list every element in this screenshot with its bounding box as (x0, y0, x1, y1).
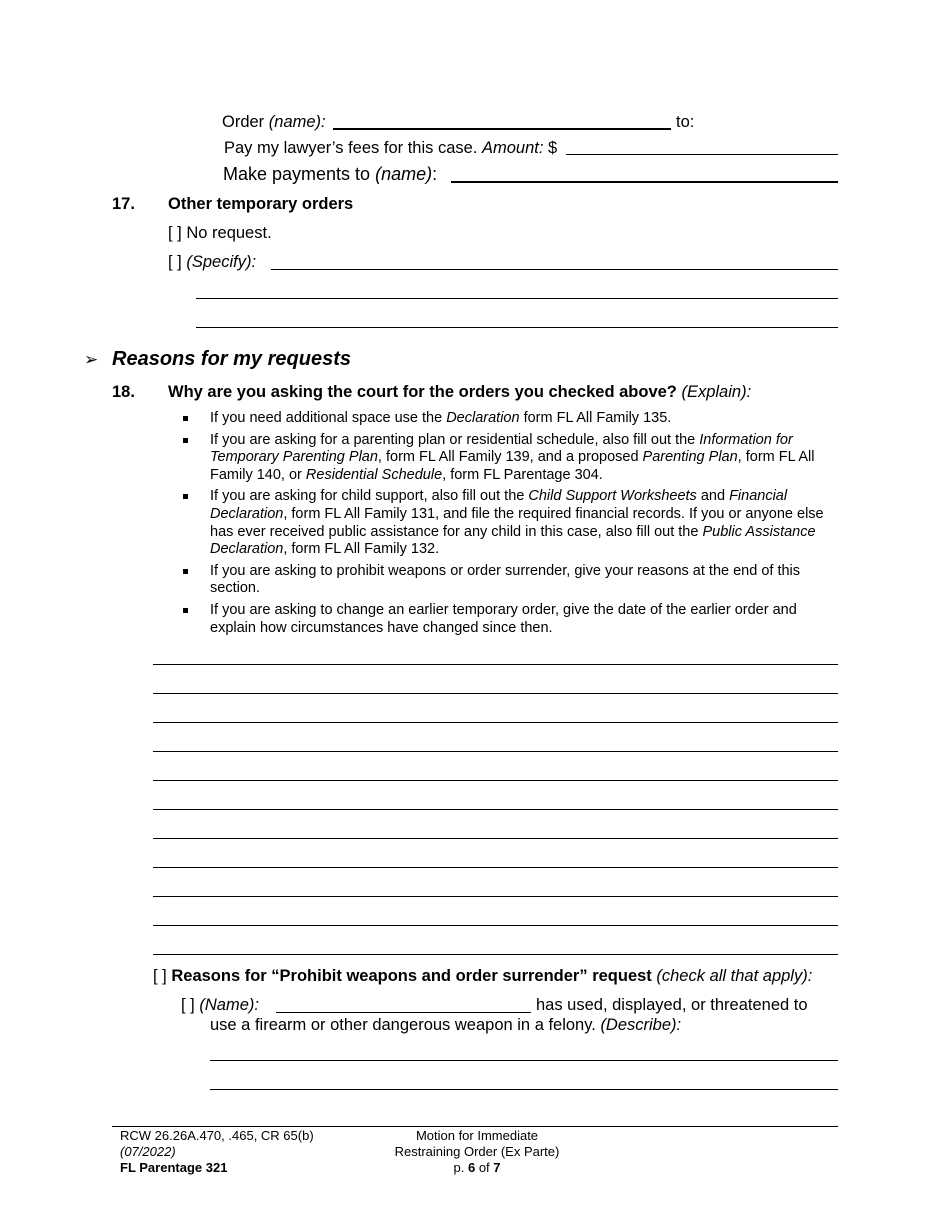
item-18-number: 18. (112, 383, 135, 401)
payments-name-field[interactable] (451, 181, 838, 183)
answer-line[interactable] (153, 809, 838, 810)
text: If you are asking to prohibit weapons or order surrender, give your reasons at the end of this section. (210, 562, 801, 597)
order-name-field[interactable] (333, 128, 671, 130)
fees-amount-label: Amount: (482, 139, 544, 157)
list-item (181, 563, 841, 598)
checkbox[interactable]: [ ] (168, 253, 182, 271)
footer-rcw: RCW 26.26A.470, .465, CR 65(b) (120, 1128, 314, 1143)
text: Declaration (446, 410, 520, 426)
bullet-icon (183, 608, 188, 613)
item-18-question-text: Why are you asking the court for the orders you checked above? (168, 383, 677, 401)
specify-field-line[interactable] (196, 298, 838, 299)
weapons-name-field[interactable] (276, 1012, 531, 1013)
text: If you need additional space use the (210, 410, 447, 426)
footer-page (377, 1160, 577, 1176)
text: Financial Declaration (210, 488, 788, 522)
specify-field-line[interactable] (271, 269, 838, 270)
item-17-number: 17. (112, 195, 135, 213)
text: Public Assistance Declaration (210, 523, 816, 558)
text: and (696, 488, 730, 505)
footer-title-2: Restraining Order (Ex Parte) (394, 1144, 560, 1159)
answer-line[interactable] (153, 780, 838, 781)
weapons-felony-option[interactable] (181, 995, 259, 1015)
page-number: 6 (467, 1160, 476, 1175)
weapons-title: Reasons for “Prohibit weapons and order surrender” request (171, 967, 652, 985)
bullet-icon (183, 569, 188, 574)
weapons-text-2 (210, 1015, 681, 1035)
text: p. (453, 1160, 465, 1175)
answer-line[interactable] (153, 751, 838, 752)
option-no-request[interactable] (168, 223, 272, 243)
answer-line[interactable] (153, 838, 838, 839)
describe-label: (Describe): (600, 1016, 682, 1034)
text: Information for Temporary Parenting Plan (210, 431, 793, 466)
order-name-label: (name): (268, 113, 326, 131)
item-18-explain: (Explain): (681, 383, 752, 401)
text: Residential Schedule (305, 466, 443, 483)
text: use a firearm or other dangerous weapon in a felony. (210, 1016, 596, 1034)
text: , form FL All Family 131, and file the required financial records. If you or anyone else has ever received public assistance for any child in this case, also fill out the (210, 505, 824, 540)
payments-text: Make payments to (223, 164, 371, 184)
option-label: No request. (186, 224, 272, 242)
text: , form FL All Family 139, and a proposed (377, 449, 643, 466)
list-item (181, 432, 841, 485)
section-title: Reasons for my requests (112, 348, 351, 370)
fees-line (224, 138, 557, 158)
specify-field-line[interactable] (196, 327, 838, 328)
weapons-reasons-heading[interactable] (153, 966, 853, 986)
footer-form-number: FL Parentage 321 (120, 1160, 228, 1175)
text: If you are asking for a parenting plan or residential schedule, also fill out the (210, 431, 700, 448)
answer-line[interactable] (153, 722, 838, 723)
answer-line[interactable] (153, 664, 838, 665)
checkbox[interactable]: [ ] (168, 224, 182, 242)
text: , form FL All Family 132. (283, 541, 440, 558)
text: of (478, 1160, 490, 1175)
text: form FL All Family 135. (519, 410, 672, 426)
footer-date: (07/2022) (120, 1144, 176, 1159)
answer-line[interactable] (153, 954, 838, 955)
weapons-note: (check all that apply): (656, 967, 813, 985)
payments-line (223, 163, 437, 185)
text: , form FL All Family 140, or (210, 449, 815, 483)
list-item (181, 488, 841, 558)
payments-colon: : (432, 164, 438, 184)
text: If you are asking to change an earlier temporary order, give the date of the earlier order and explain how circumstances have changed since then. (210, 601, 797, 636)
bullet-icon (183, 438, 188, 443)
item-17-title: Other temporary orders (168, 195, 354, 213)
fees-text: Pay my lawyer’s fees for this case. (224, 139, 478, 157)
checkbox[interactable]: [ ] (181, 996, 195, 1014)
order-to-label: to: (676, 113, 695, 131)
list-item (181, 602, 841, 637)
instructions-list (181, 410, 841, 641)
checkbox[interactable]: [ ] (153, 967, 167, 985)
order-label: Order (222, 113, 265, 131)
answer-line[interactable] (153, 925, 838, 926)
bullet-icon (183, 494, 188, 499)
weapons-text-1: has used, displayed, or threatened to (536, 996, 808, 1014)
text: Parenting Plan (642, 449, 738, 466)
answer-line[interactable] (153, 693, 838, 694)
text: , form FL Parentage 304. (442, 466, 603, 483)
footer-title-1: Motion for Immediate (415, 1128, 539, 1143)
item-18-question (168, 382, 751, 402)
name-label: (Name): (199, 996, 259, 1014)
text: If you are asking for child support, also fill out the (210, 488, 529, 505)
option-label: (Specify): (186, 253, 257, 271)
bullet-icon (183, 416, 188, 421)
section-arrow-icon: ➢ (84, 350, 99, 369)
text: Child Support Worksheets (528, 488, 697, 505)
payments-name-label: (name) (375, 164, 433, 184)
footer-divider (112, 1126, 838, 1127)
order-line (222, 112, 326, 132)
answer-line[interactable] (153, 867, 838, 868)
describe-line[interactable] (210, 1089, 838, 1090)
fees-amount-field[interactable] (566, 154, 838, 155)
list-item (181, 410, 841, 428)
page-total: 7 (493, 1160, 501, 1175)
answer-line[interactable] (153, 896, 838, 897)
fees-currency: $ (548, 139, 558, 157)
option-specify[interactable] (168, 252, 256, 272)
describe-line[interactable] (210, 1060, 838, 1061)
